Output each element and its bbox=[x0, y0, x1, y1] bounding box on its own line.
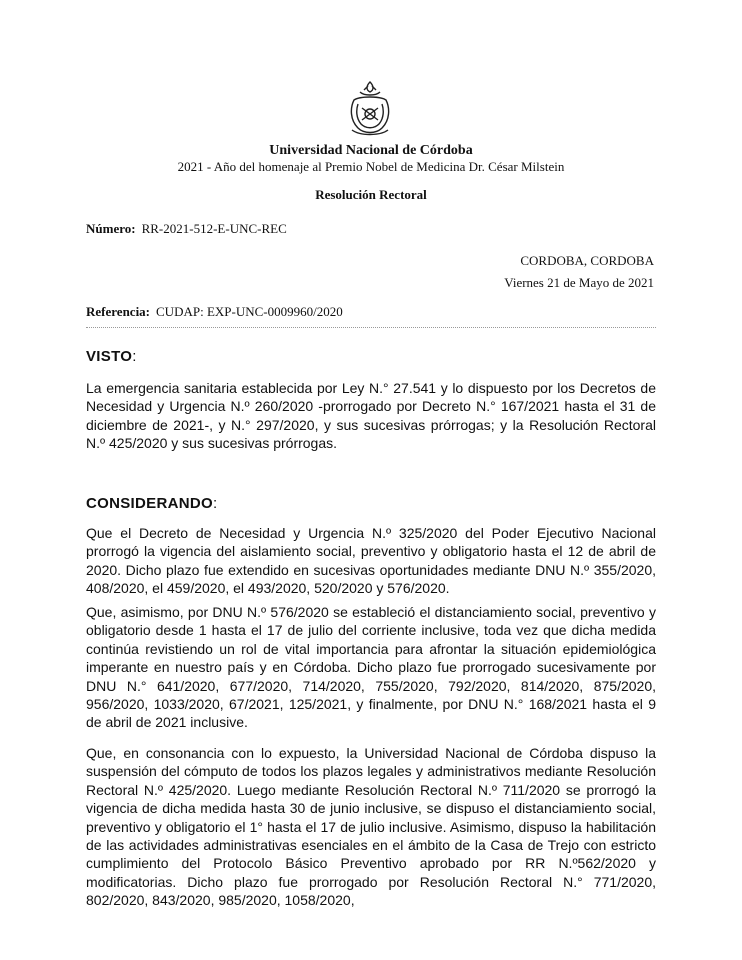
reference-value: CUDAP: EXP-UNC-0009960/2020 bbox=[156, 304, 343, 319]
document-number-line bbox=[86, 221, 287, 237]
date: Viernes 21 de Mayo de 2021 bbox=[504, 275, 654, 290]
document-header bbox=[0, 142, 742, 175]
university-name: Universidad Nacional de Córdoba bbox=[269, 143, 473, 158]
considerando-heading bbox=[86, 495, 217, 512]
year-motto: 2021 - Año del homenaje al Premio Nobel de Medicina Dr. César Milstein bbox=[177, 159, 565, 174]
visto-colon: : bbox=[132, 348, 137, 365]
visto-title: VISTO bbox=[86, 348, 133, 365]
considerando-paragraph-1: Que el Decreto de Necesidad y Urgencia N.º 325/2020 del Poder Ejecutivo Nacional prorrogó la vigencia del aislamiento social, preventivo y obligatorio hasta el 12 de abril de 2020. Dicho plazo fue extendido en sucesivas oportunidades mediante DNU N.º 355/2020, 408/2020, el 459/2020, el 493/2020, 520/2020 y 576/2020. bbox=[86, 525, 656, 597]
considerando-paragraph-3: Que, en consonancia con lo expuesto, la Universidad Nacional de Córdoba dispuso la suspensión del cómputo de todos los plazos legales y administrativos mediante Resolución Rectoral N.º 425/2020. Luego mediante Resolución Rectoral N.º 711/2020 se prorrogó la vigencia de dicha medida hasta 30 de junio inclusive, se dispuso el distanciamiento social, preventivo y obligatorio el 1° hasta el 17 de julio inclusive. Asimismo, dispuso la habilitación de las actividades administrativas esenciales en el ámbito de la Casa de Trejo con estricto cumplimiento del Protocolo Básico Preventivo aprobado por RR N.º562/2020 y modificatorias. Dicho plazo fue prorrogado por Resolución Rectoral N.° 771/2020, 802/2020, 843/2020, 985/2020, 1058/2020, bbox=[86, 745, 656, 909]
university-seal-icon bbox=[346, 80, 394, 138]
reference-line bbox=[86, 304, 343, 320]
considerando-paragraph-2: Que, asimismo, por DNU N.º 576/2020 se estableció el distanciamiento social, preventivo y obligatorio desde 1 hasta el 17 de julio del corriente inclusive, toda vez que dicha medida continúa revistiendo un rol de vital importancia para afrontar la situación epidemiológica imperante en nuestro país y en Córdoba. Dicho plazo fue prorrogado sucesivamente por DNU N.° 641/2020, 677/2020, 714/2020, 755/2020, 792/2020, 814/2020, 875/2020, 956/2020, 1033/2020, 67/2021, 125/2021, y finalmente, por DNU N.° 168/2021 hasta el 9 de abril de 2021 inclusive. bbox=[86, 604, 656, 731]
visto-heading bbox=[86, 348, 137, 365]
document-type: Resolución Rectoral bbox=[315, 187, 427, 202]
place: CORDOBA, CORDOBA bbox=[520, 253, 654, 268]
number-value: RR-2021-512-E-UNC-REC bbox=[141, 221, 287, 236]
reference-label: Referencia: bbox=[86, 304, 151, 319]
visto-paragraph: La emergencia sanitaria establecida por Ley N.° 27.541 y lo dispuesto por los Decretos de Necesidad y Urgencia N.º 260/2020 -prorrogado por Decreto N.° 167/2021 hasta el 31 de diciembre de 2021-, y N.° 297/2020, y sus sucesivas prórrogas; y la Resolución Rectoral N.º 425/2020 y sus sucesivas prórrogas. bbox=[86, 380, 656, 452]
number-label: Número: bbox=[86, 221, 136, 236]
place-date-block bbox=[504, 250, 654, 294]
considerando-title: CONSIDERANDO bbox=[86, 495, 213, 512]
considerando-colon: : bbox=[212, 495, 218, 512]
header-separator bbox=[86, 327, 656, 328]
